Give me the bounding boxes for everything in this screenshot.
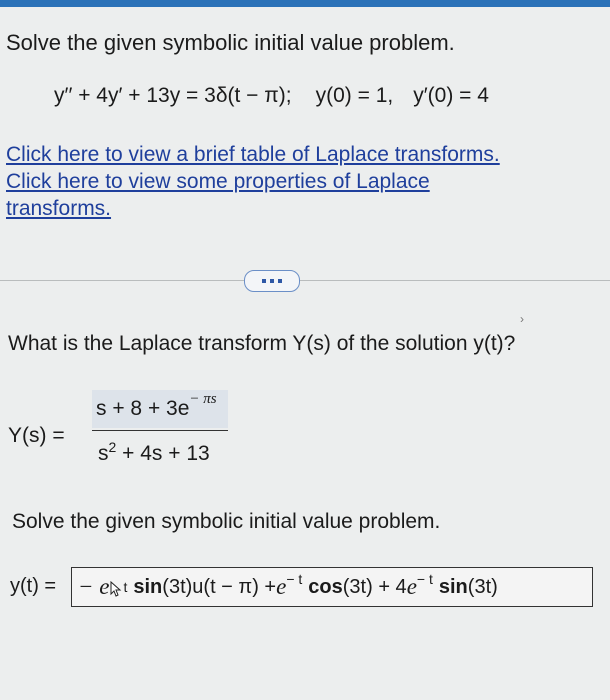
laplace-lhs: Y(s) =: [8, 424, 65, 447]
top-accent-bar: [0, 0, 610, 7]
expand-button[interactable]: [244, 270, 300, 292]
laplace-denominator: [92, 439, 228, 466]
term1-exponent: t: [123, 579, 128, 595]
initial-condition-2: y′(0) = 4: [413, 84, 489, 107]
section-divider: [0, 280, 610, 281]
solve-prompt: Solve the given symbolic initial value problem.: [12, 510, 441, 533]
laplace-numerator-field[interactable]: [92, 390, 228, 428]
term2-rest: (3t) + 4: [342, 575, 407, 598]
laplace-properties-link-line1: Click here to view some properties of Laplace: [6, 170, 430, 193]
fraction-bar: [92, 430, 228, 431]
laplace-properties-link-line2: transforms.: [6, 197, 112, 220]
cursor-icon: [109, 581, 123, 597]
laplace-properties-link[interactable]: [6, 168, 596, 222]
term1-pre: − e: [78, 574, 110, 599]
term3-rest: (3t): [467, 575, 498, 598]
laplace-table-link[interactable]: Click here to view a brief table of Laplace transforms.: [6, 143, 500, 166]
question-text: What is the Laplace transform Y(s) of the solution y(t)?: [8, 332, 516, 355]
ode-equation: [54, 84, 489, 108]
numerator-main: s + 8 + 3e: [96, 397, 190, 420]
term2-exponent: − t: [286, 571, 303, 587]
more-dots-icon: [262, 279, 282, 283]
term1-rest: (3t)u(t − π) +: [162, 575, 277, 598]
term2-fn: cos: [308, 575, 343, 598]
den-exponent: 2: [108, 439, 117, 455]
numerator-exponent: − πs: [189, 390, 217, 407]
solution-input-field[interactable]: [71, 567, 593, 607]
chevron-right-icon: ›: [520, 312, 524, 326]
laplace-fraction: [92, 390, 228, 466]
initial-condition-1: y(0) = 1,: [315, 84, 394, 107]
ode: y′′ + 4y′ + 13y = 3δ(t − π);: [54, 84, 292, 107]
problem-title: Solve the given symbolic initial value problem.: [6, 30, 455, 55]
term3-exponent: − t: [416, 571, 433, 587]
term1-fn: sin: [133, 575, 163, 598]
solution-lhs: y(t) =: [10, 575, 57, 597]
term3-fn: sin: [438, 575, 468, 598]
term3-e: e: [406, 574, 417, 599]
help-links: [6, 141, 596, 222]
den-rest: + 4s + 13: [116, 442, 210, 465]
term2-e: e: [276, 574, 287, 599]
den-s: s: [98, 442, 109, 465]
